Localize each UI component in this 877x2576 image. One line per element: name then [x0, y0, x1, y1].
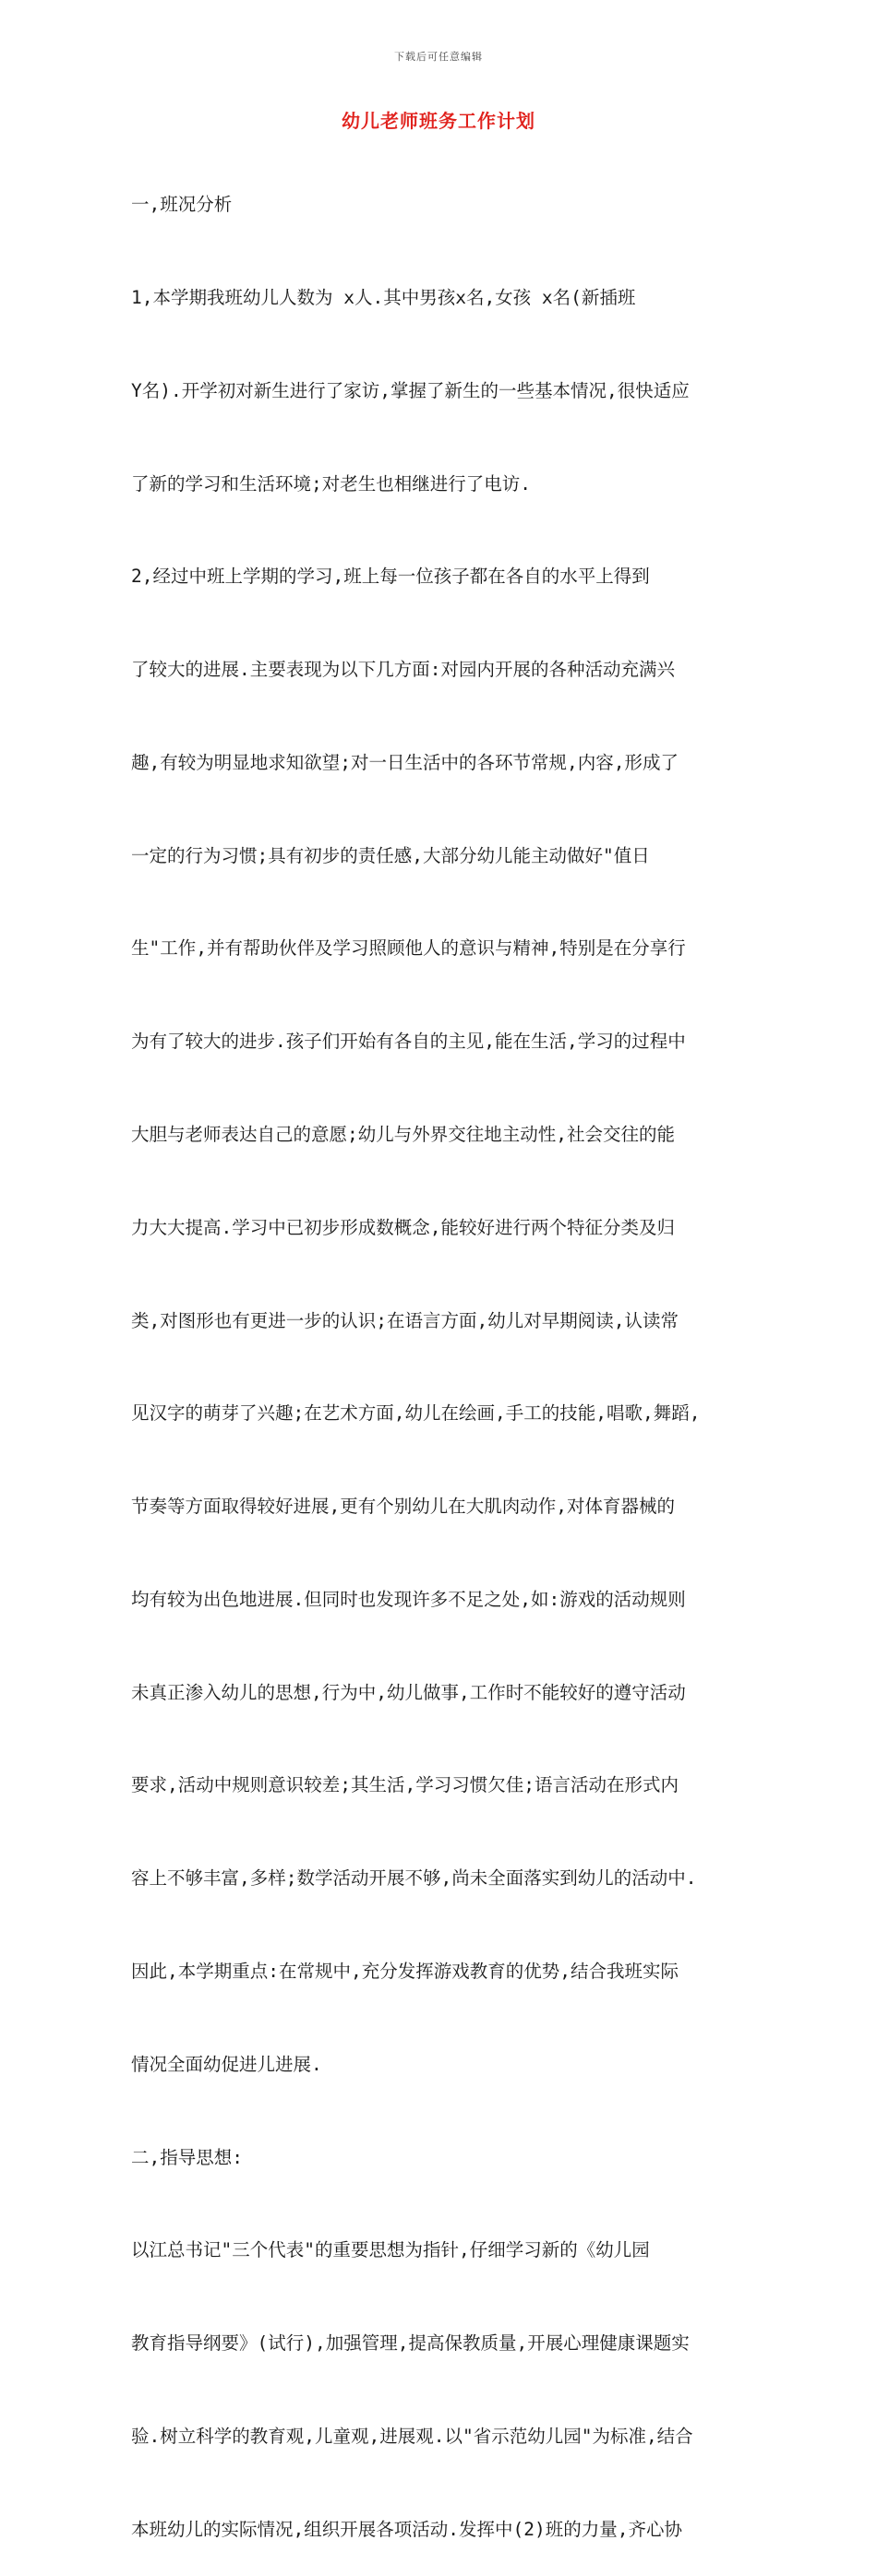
body-line: 情况全面幼促进儿进展.	[131, 2053, 322, 2075]
body-line: 大胆与老师表达自己的意愿;幼儿与外界交往地主动性,社会交往的能	[131, 1124, 675, 1145]
body-line: 力大大提高.学习中已初步形成数概念,能较好进行两个特征分类及归	[131, 1216, 675, 1238]
body-line: 教育指导纲要》(试行),加强管理,提高保教质量,开展心理健康课题实	[131, 2332, 690, 2355]
body-line: 1,本学期我班幼儿人数为 x人.其中男孩x名,女孩 x名(新插班	[131, 286, 636, 308]
body-line: 均有较为出色地进展.但同时也发现许多不足之处,如:游戏的活动规则	[131, 1588, 686, 1610]
body-line: 一,班况分析	[131, 194, 233, 216]
body-line: 因此,本学期重点:在常规中,充分发挥游戏教育的优势,结合我班实际	[131, 1961, 679, 1983]
body-line: 见汉字的萌芽了兴趣;在艺术方面,幼儿在绘画,手工的技能,唱歌,舞蹈,	[131, 1402, 701, 1425]
body-line: 验.树立科学的教育观,儿童观,进展观.以"省示范幼儿园"为标准,结合	[131, 2425, 693, 2447]
body-line: 生"工作,并有帮助伙伴及学习照顾他人的意识与精神,特别是在分享行	[131, 937, 686, 960]
body-line: 要求,活动中规则意识较差;其生活,学习习惯欠佳;语言活动在形式内	[131, 1774, 679, 1796]
body-line: 节奏等方面取得较好进展,更有个别幼儿在大肌肉动作,对体育器械的	[131, 1496, 675, 1518]
body-line: 未真正渗入幼儿的思想,行为中,幼儿做事,工作时不能较好的遵守活动	[131, 1681, 686, 1703]
page-header-note: 下载后可任意编辑	[394, 51, 483, 63]
body-line: 二,指导思想:	[131, 2146, 243, 2168]
body-line: 了较大的进展.主要表现为以下几方面:对园内开展的各种活动充满兴	[131, 659, 675, 681]
body-line: 2,经过中班上学期的学习,班上每一位孩子都在各自的水平上得到	[131, 566, 650, 588]
document-title: 幼儿老师班务工作计划	[342, 110, 535, 132]
body-line: 容上不够丰富,多样;数学活动开展不够,尚未全面落实到幼儿的活动中.	[131, 1867, 697, 1890]
body-line: 为有了较大的进步.孩子们开始有各自的主见,能在生活,学习的过程中	[131, 1031, 686, 1053]
body-line: 一定的行为习惯;具有初步的责任感,大部分幼儿能主动做好"值日	[131, 844, 650, 866]
body-line: 了新的学习和生活环境;对老生也相继进行了电访.	[131, 472, 531, 495]
body-line: 以江总书记"三个代表"的重要思想为指针,仔细学习新的《幼儿园	[131, 2239, 650, 2261]
body-line: Y名).开学初对新生进行了家访,掌握了新生的一些基本情况,很快适应	[131, 379, 690, 401]
body-line: 本班幼儿的实际情况,组织开展各项活动.发挥中(2)班的力量,齐心协	[131, 2518, 682, 2540]
body-line: 趣,有较为明显地求知欲望;对一日生活中的各环节常规,内容,形成了	[131, 751, 679, 773]
document-body	[131, 127, 759, 2576]
body-line: 类,对图形也有更进一步的认识;在语言方面,幼儿对早期阅读,认读常	[131, 1309, 679, 1331]
